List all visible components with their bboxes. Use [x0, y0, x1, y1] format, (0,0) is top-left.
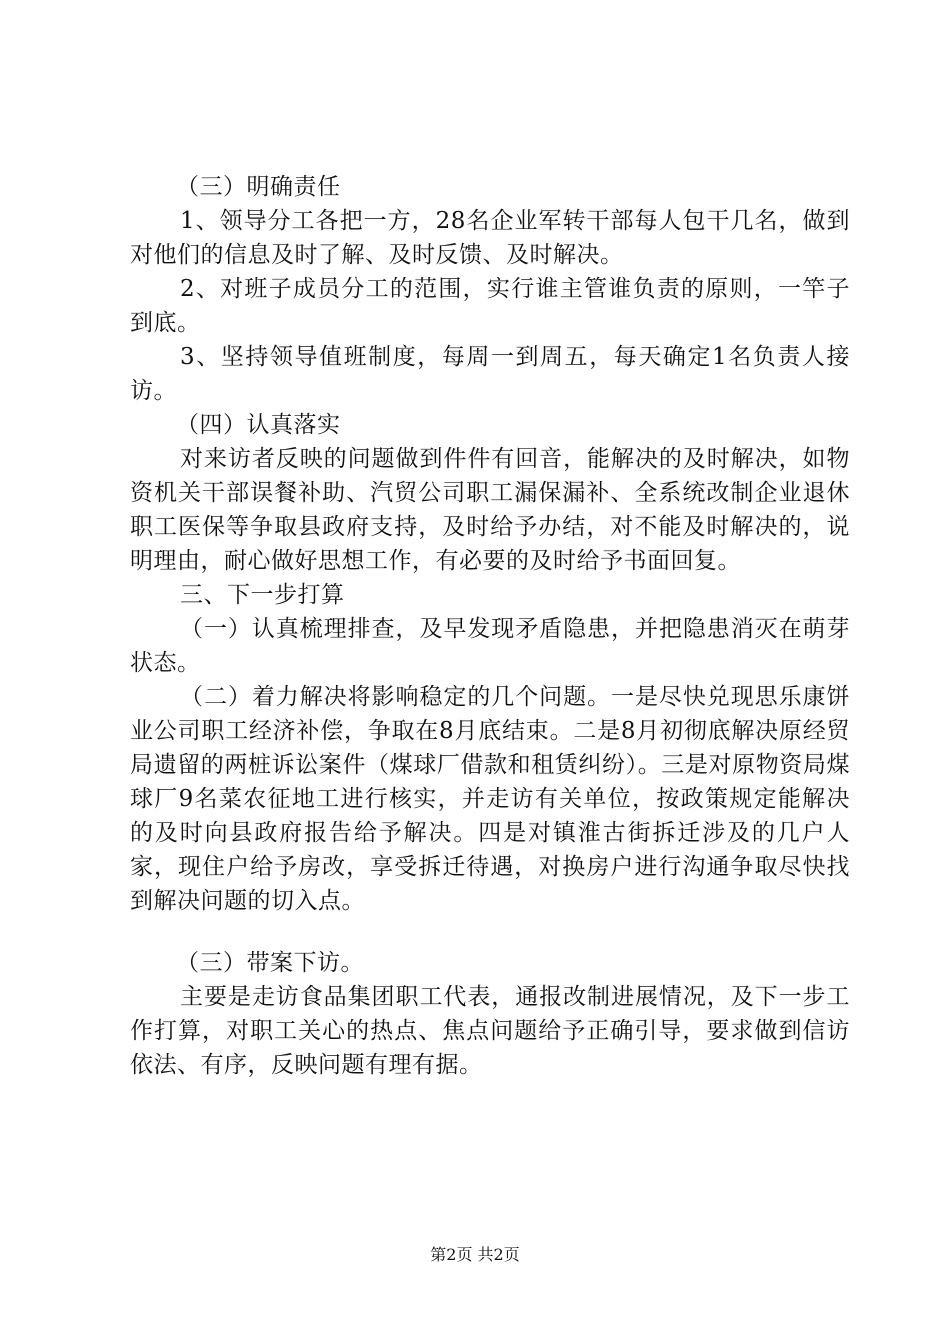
- paragraph-implement-body: 对来访者反映的问题做到件件有回音，能解决的及时解决，如物资机关干部误餐补助、汽贸公司职工漏保漏补、全系统改制企业退休职工医保等争取县政府支持，及时给予办结，对不能及时解决的，说明理由，耐心做好思想工作，有必要的及时给予书面回复。: [130, 446, 850, 574]
- paragraph-visit-body: 主要是走访食品集团职工代表，通报改制进展情况，及下一步工作打算，对职工关心的热点、焦点问题给予正确引导，要求做到信访依法、有序，反映问题有理有据。: [130, 984, 850, 1078]
- heading-clarify-responsibility: （三）明确责任: [176, 174, 341, 200]
- heading-visit-with-cases: （三）带案下访。: [176, 950, 364, 976]
- paragraph-item-2: 2、对班子成员分工的范围，实行谁主管谁负责的原则，一竿子到底。: [130, 276, 850, 336]
- heading-implement: （四）认真落实: [176, 412, 341, 438]
- heading-next-steps: 三、下一步打算: [180, 582, 345, 608]
- page-footer: 第2页 共2页: [430, 1245, 520, 1264]
- paragraph-next-1: （一）认真梳理排查，及早发现矛盾隐患，并把隐患消灭在萌芽状态。: [130, 616, 850, 676]
- paragraph-item-3: 3、坚持领导值班制度，每周一到周五，每天确定1名负责人接访。: [130, 344, 850, 404]
- paragraph-next-2: （二）着力解决将影响稳定的几个问题。一是尽快兑现思乐康饼业公司职工经济补偿，争取在8月底结束。二是8月初彻底解决原经贸局遗留的两桩诉讼案件（煤球厂借款和租赁纠纷）。三是对原物资局煤球厂9名菜农征地工进行核实，并走访有关单位，按政策规定能解决的及时向县政府报告给予解决。四是对镇淮古街拆迁涉及的几户人家，现住户给予房改，享受拆迁待遇，对换房户进行沟通争取尽快找到解决问题的切入点。: [130, 684, 850, 914]
- document-body: [130, 170, 850, 1082]
- paragraph-item-1: 1、领导分工各把一方，28名企业军转干部每人包干几名，做到对他们的信息及时了解、及时反馈、及时解决。: [130, 208, 850, 268]
